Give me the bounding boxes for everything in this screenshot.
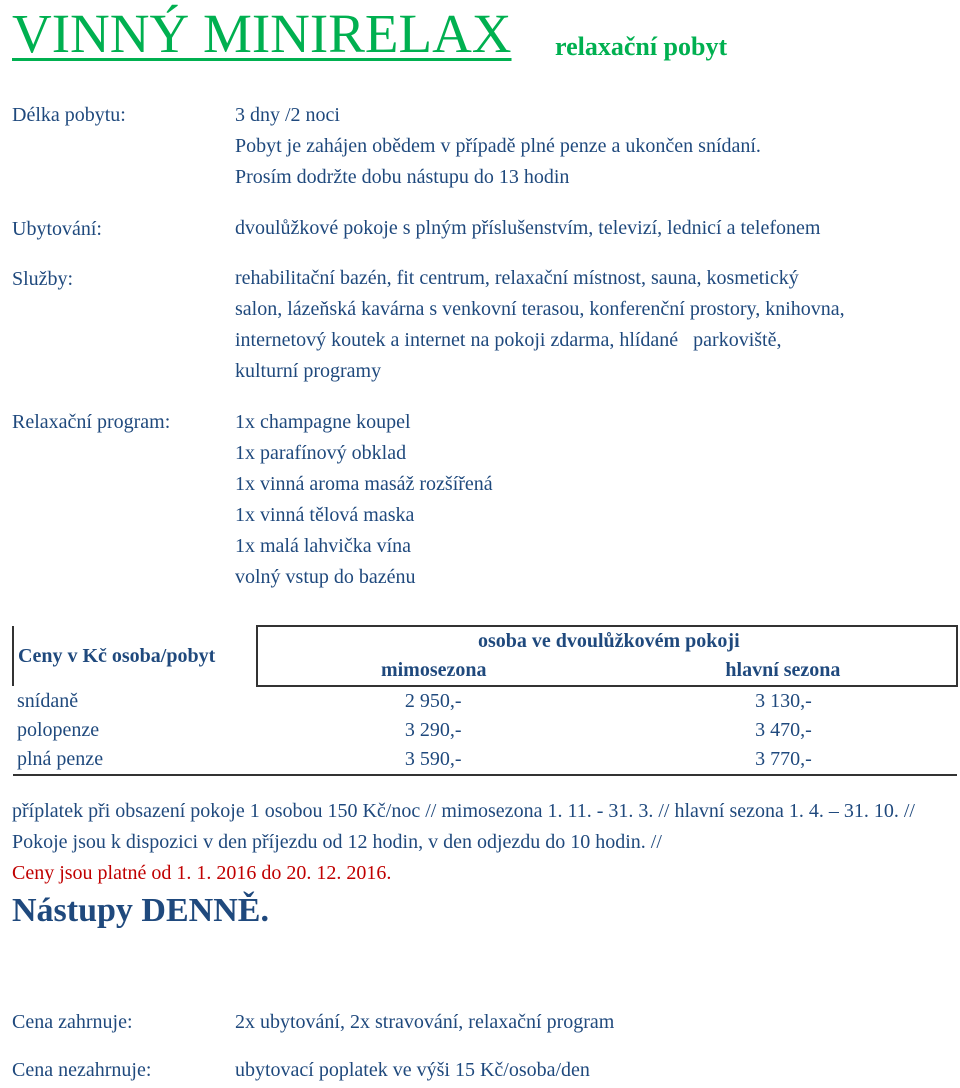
accommodation-line: dvoulůžkové pokoje s plným příslušenstvím, televizí, lednicí a telefonem — [235, 217, 821, 239]
services-line: kulturní programy — [235, 360, 382, 382]
stay-length-line: Pobyt je zahájen obědem v případě plné penze a ukončen snídaní. — [235, 135, 761, 157]
services-line: internetový koutek a internet na pokoji zdarma, hlídané parkoviště, — [235, 329, 782, 351]
price-excludes-value: ubytovací poplatek ve výši 15 Kč/osoba/den — [235, 1059, 590, 1081]
program-item: 1x vinná tělová maska — [235, 504, 415, 526]
stay-length-line: 3 dny /2 noci — [235, 104, 340, 126]
accommodation-value — [235, 213, 820, 244]
meal-plan-name: plná penze — [13, 745, 257, 775]
program-item: 1x malá lahvička vína — [235, 535, 412, 557]
program-value — [235, 407, 493, 593]
meal-plan-name: snídaně — [17, 689, 79, 712]
accommodation-label: Ubytování: — [12, 218, 102, 240]
meal-plan-name: polopenze — [17, 719, 100, 741]
page-subtitle: relaxační pobyt — [555, 32, 728, 61]
program-item: volný vstup do bazénu — [235, 566, 416, 588]
price-high: 3 770,- — [606, 745, 957, 775]
price-table — [12, 625, 958, 776]
price-low: 3 290,- — [404, 719, 462, 741]
table-row — [13, 686, 957, 716]
price-header-label: Ceny v Kč osoba/pobyt — [13, 626, 257, 686]
stay-length-label: Délka pobytu: — [12, 104, 126, 126]
services-label: Služby: — [12, 268, 74, 290]
stay-length-value — [235, 100, 761, 193]
program-label: Relaxační program: — [12, 411, 171, 433]
room-type-header: osoba ve dvoulůžkovém pokoji — [257, 626, 957, 656]
low-season-header: mimosezona — [257, 656, 606, 686]
table-row — [13, 716, 957, 745]
page-title: VINNÝ MINIRELAX — [12, 3, 512, 64]
high-season-header: hlavní sezona — [606, 656, 957, 686]
program-item: 1x parafínový obklad — [235, 442, 407, 464]
services-value — [235, 263, 845, 387]
program-item: 1x vinná aroma masáž rozšířená — [235, 473, 493, 495]
price-includes-value: 2x ubytování, 2x stravování, relaxační program — [235, 1011, 615, 1033]
price-excludes-label: Cena nezahrnuje: — [12, 1059, 152, 1081]
services-line: rehabilitační bazén, fit centrum, relaxační místnost, sauna, kosmetický — [235, 267, 799, 289]
stay-length-line: Prosím dodržte dobu nástupu do 13 hodin — [235, 166, 570, 188]
table-row — [13, 745, 957, 775]
services-line: salon, lázeňská kavárna s venkovní terasou, konferenční prostory, knihovna, — [235, 298, 845, 320]
price-includes-label: Cena zahrnuje: — [12, 1011, 133, 1033]
price-high: 3 470,- — [755, 719, 812, 741]
price-low: 3 590,- — [257, 745, 606, 775]
program-item: 1x champagne koupel — [235, 411, 411, 433]
price-low: 2 950,- — [404, 690, 462, 712]
price-notes — [12, 796, 947, 889]
price-high: 3 130,- — [755, 690, 812, 712]
surcharge-note: příplatek při obsazení pokoje 1 osobou 150 Kč/noc // mimosezona 1. 11. - 31. 3. // hlavní sezona 1. 4. – 31. 10. // Pokoje jsou k dispozici v den příjezdu od 12 hodin, v den odjezdu do 10 hodin. // — [12, 800, 915, 853]
price-validity: Ceny jsou platné od 1. 1. 2016 do 20. 12. 2016. — [12, 862, 392, 884]
arrivals-notice: Nástupy DENNĚ. — [12, 892, 269, 929]
